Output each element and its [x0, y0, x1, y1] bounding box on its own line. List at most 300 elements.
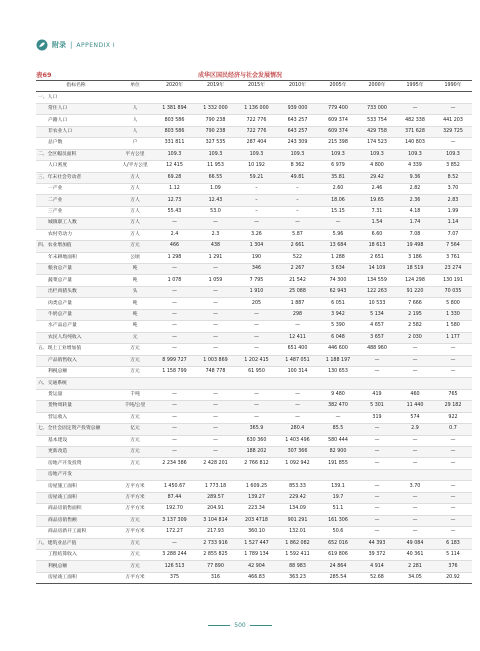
value-cell: 922: [434, 412, 472, 423]
value-cell: 109.3: [277, 149, 318, 160]
value-cell: 2.46: [358, 183, 396, 194]
table-row: [36, 366, 472, 377]
value-cell: [434, 378, 472, 389]
value-cell: 124 298: [396, 275, 434, 286]
unit-cell: 吨: [116, 309, 154, 320]
value-cell: 779 400: [318, 103, 358, 114]
value-cell: 790 238: [195, 126, 236, 137]
value-cell: 132.01: [277, 527, 318, 538]
value-cell: 280.4: [277, 424, 318, 435]
table-row: [36, 103, 472, 114]
value-cell: —: [434, 515, 472, 526]
value-cell: —: [396, 447, 434, 458]
value-cell: —: [195, 424, 236, 435]
value-cell: 203 4718: [236, 515, 277, 526]
value-cell: [236, 378, 277, 389]
value-cell: 2 651: [358, 252, 396, 263]
unit-cell: 万人: [116, 218, 154, 229]
value-cell: 61 950: [236, 366, 277, 377]
value-cell: 651 400: [277, 344, 318, 355]
value-cell: 12.73: [154, 195, 195, 206]
value-cell: [434, 92, 472, 103]
value-cell: —: [236, 309, 277, 320]
table-row: [36, 241, 472, 252]
value-cell: —: [396, 435, 434, 446]
indicator-name: 工程结算收入: [36, 549, 116, 560]
table-row: [36, 447, 472, 458]
value-cell: —: [358, 355, 396, 366]
value-cell: 1 288: [318, 252, 358, 263]
value-cell: —: [154, 538, 195, 549]
value-cell: –: [236, 195, 277, 206]
value-cell: 375: [154, 572, 195, 583]
value-cell: 446 600: [318, 344, 358, 355]
value-cell: —: [358, 424, 396, 435]
table-row: [36, 412, 472, 423]
value-cell: —: [195, 264, 236, 275]
value-cell: 44 393: [358, 538, 396, 549]
value-cell: 12 415: [154, 161, 195, 172]
value-cell: 643 257: [277, 115, 318, 126]
value-cell: 55.43: [154, 206, 195, 217]
value-cell: —: [154, 389, 195, 400]
table-row: [36, 332, 472, 343]
value-cell: 2 267: [277, 264, 318, 275]
value-cell: 609 374: [318, 115, 358, 126]
value-cell: 6 048: [318, 332, 358, 343]
value-cell: 70 035: [434, 286, 472, 297]
value-cell: [434, 469, 472, 480]
value-cell: 126 513: [154, 561, 195, 572]
value-cell: 69.28: [154, 172, 195, 183]
column-header: 2015年: [236, 81, 277, 92]
value-cell: 34.05: [396, 572, 434, 583]
value-cell: 441 203: [434, 115, 472, 126]
table-row: [36, 538, 472, 549]
value-cell: —: [434, 527, 472, 538]
header-bar: [36, 38, 115, 52]
value-cell: —: [434, 103, 472, 114]
value-cell: [236, 469, 277, 480]
value-cell: 901 291: [277, 515, 318, 526]
value-cell: 215 398: [318, 138, 358, 149]
value-cell: —: [358, 515, 396, 526]
table-row: [36, 481, 472, 492]
value-cell: 1.74: [396, 218, 434, 229]
value-cell: 91 220: [396, 286, 434, 297]
table-row: [36, 115, 472, 126]
value-cell: 1 188 197: [318, 355, 358, 366]
table-row: [36, 469, 472, 480]
value-cell: 205: [236, 298, 277, 309]
value-cell: 1 910: [236, 286, 277, 297]
value-cell: —: [195, 332, 236, 343]
indicator-name: 非农业人口: [36, 126, 116, 137]
value-cell: 109.3: [195, 149, 236, 160]
indicator-name: 房地产开发: [36, 469, 116, 480]
table-row: [36, 161, 472, 172]
value-cell: 609 374: [318, 126, 358, 137]
table-body: [36, 92, 472, 584]
value-cell: —: [154, 286, 195, 297]
value-cell: 8.52: [434, 172, 472, 183]
indicator-name: 三产业: [36, 206, 116, 217]
footer-rule: [208, 625, 230, 626]
value-cell: [318, 469, 358, 480]
value-cell: 59.21: [236, 172, 277, 183]
value-cell: 1 332 000: [195, 103, 236, 114]
table-row: [36, 138, 472, 149]
value-cell: 5 800: [434, 298, 472, 309]
value-cell: 2 661: [277, 241, 318, 252]
unit-cell: [116, 378, 154, 389]
value-cell: 2.9: [396, 424, 434, 435]
value-cell: 3.70: [434, 183, 472, 194]
unit-cell: 平方公里: [116, 149, 154, 160]
indicator-name: 总户数: [36, 138, 116, 149]
table-row: [36, 492, 472, 503]
value-cell: —: [154, 412, 195, 423]
value-cell: 1 609.25: [236, 481, 277, 492]
value-cell: 10 533: [358, 298, 396, 309]
value-cell: 74 300: [318, 275, 358, 286]
value-cell: 748 778: [195, 366, 236, 377]
value-cell: 223.34: [236, 504, 277, 515]
indicator-name: 货物周转量: [36, 401, 116, 412]
unit-cell: 万元: [116, 241, 154, 252]
table-number: 表69: [36, 71, 52, 79]
indicator-name: 人口密度: [36, 161, 116, 172]
value-cell: 1.14: [434, 218, 472, 229]
value-cell: —: [195, 389, 236, 400]
value-cell: 11 440: [396, 401, 434, 412]
value-cell: 77 890: [195, 561, 236, 572]
leaf-logo-icon: [36, 39, 48, 51]
value-cell: 6 183: [434, 538, 472, 549]
value-cell: 1 158 799: [154, 366, 195, 377]
value-cell: —: [396, 103, 434, 114]
value-cell: 1 592 411: [277, 549, 318, 560]
value-cell: 722 776: [236, 126, 277, 137]
value-cell: 19 498: [396, 241, 434, 252]
value-cell: [277, 378, 318, 389]
value-cell: 316: [195, 572, 236, 583]
indicator-name: 粮食总产量: [36, 264, 116, 275]
value-cell: 29 182: [434, 401, 472, 412]
value-cell: 172.27: [154, 527, 195, 538]
table-row: [36, 309, 472, 320]
indicator-name: 城镇职工人数: [36, 218, 116, 229]
value-cell: —: [396, 515, 434, 526]
value-cell: 19.65: [358, 195, 396, 206]
value-cell: 0.7: [434, 424, 472, 435]
value-cell: —: [396, 355, 434, 366]
value-cell: 6 051: [318, 298, 358, 309]
value-cell: 1 330: [434, 309, 472, 320]
value-cell: —: [434, 355, 472, 366]
value-cell: —: [154, 218, 195, 229]
table-header-row: [36, 81, 472, 92]
column-header: 指标名称: [36, 81, 116, 92]
column-header: 2019年: [195, 81, 236, 92]
value-cell: 2 234 386: [154, 458, 195, 469]
value-cell: 1.99: [434, 206, 472, 217]
value-cell: 4.18: [396, 206, 434, 217]
unit-cell: 万元: [116, 344, 154, 355]
value-cell: 522: [277, 252, 318, 263]
value-cell: 190: [236, 252, 277, 263]
indicator-name: 牛奶总产量: [36, 309, 116, 320]
table-row: [36, 321, 472, 332]
value-cell: 19.7: [318, 492, 358, 503]
value-cell: 2 281: [396, 561, 434, 572]
value-cell: 790 238: [195, 115, 236, 126]
indicator-name: 常住人口: [36, 103, 116, 114]
unit-cell: 万元: [116, 447, 154, 458]
column-header: 2000年: [358, 81, 396, 92]
value-cell: —: [154, 309, 195, 320]
value-cell: 460: [396, 389, 434, 400]
value-cell: 2 855 825: [195, 549, 236, 560]
value-cell: —: [195, 412, 236, 423]
value-cell: 803 586: [154, 115, 195, 126]
value-cell: 134.09: [277, 504, 318, 515]
value-cell: —: [277, 401, 318, 412]
value-cell: 376: [434, 561, 472, 572]
unit-cell: 吨: [116, 275, 154, 286]
value-cell: 3 852: [434, 161, 472, 172]
value-cell: 122 263: [358, 286, 396, 297]
value-cell: 217.93: [195, 527, 236, 538]
value-cell: 23 274: [434, 264, 472, 275]
value-cell: 109.3: [396, 149, 434, 160]
value-cell: 130 653: [318, 366, 358, 377]
unit-cell: 万元: [116, 366, 154, 377]
value-cell: 3 137 309: [154, 515, 195, 526]
value-cell: 2 195: [396, 309, 434, 320]
value-cell: 7 666: [396, 298, 434, 309]
value-cell: 419: [358, 389, 396, 400]
value-cell: 298: [277, 309, 318, 320]
value-cell: 1 177: [434, 332, 472, 343]
value-cell: —: [195, 298, 236, 309]
value-cell: —: [358, 435, 396, 446]
value-cell: —: [277, 321, 318, 332]
indicator-name: 蔬菜总产量: [36, 275, 116, 286]
value-cell: [154, 92, 195, 103]
value-cell: 1 136 000: [236, 103, 277, 114]
indicator-name: 四、农业增加值: [36, 241, 116, 252]
value-cell: 139.27: [236, 492, 277, 503]
unit-cell: 人: [116, 103, 154, 114]
unit-cell: 户: [116, 138, 154, 149]
value-cell: 7.08: [396, 229, 434, 240]
value-cell: 66.55: [195, 172, 236, 183]
value-cell: [277, 469, 318, 480]
unit-cell: 万元: [116, 458, 154, 469]
value-cell: —: [434, 492, 472, 503]
unit-cell: [116, 469, 154, 480]
value-cell: 82 900: [318, 447, 358, 458]
value-cell: 204.91: [195, 504, 236, 515]
value-cell: —: [236, 401, 277, 412]
footer-rule: [250, 625, 272, 626]
indicator-name: 利税总额: [36, 366, 116, 377]
value-cell: 39 372: [358, 549, 396, 560]
value-cell: 360.10: [236, 527, 277, 538]
value-cell: 5 301: [358, 401, 396, 412]
value-cell: —: [195, 286, 236, 297]
value-cell: 289.57: [195, 492, 236, 503]
value-cell: —: [434, 504, 472, 515]
value-cell: 109.3: [154, 149, 195, 160]
value-cell: –: [277, 195, 318, 206]
value-cell: —: [195, 447, 236, 458]
value-cell: —: [154, 298, 195, 309]
value-cell: 139.1: [318, 481, 358, 492]
value-cell: —: [154, 424, 195, 435]
unit-cell: 吨: [116, 321, 154, 332]
value-cell: 619 806: [318, 549, 358, 560]
value-cell: 49.81: [277, 172, 318, 183]
value-cell: —: [195, 218, 236, 229]
value-cell: —: [396, 527, 434, 538]
value-cell: —: [195, 309, 236, 320]
value-cell: —: [154, 401, 195, 412]
value-cell: 2 733 916: [195, 538, 236, 549]
value-cell: 40 361: [396, 549, 434, 560]
table-row: [36, 458, 472, 469]
value-cell: —: [154, 264, 195, 275]
indicator-name: 货运量: [36, 389, 116, 400]
value-cell: 85.5: [318, 424, 358, 435]
unit-cell: 万平方米: [116, 572, 154, 583]
page-number: 500: [234, 622, 246, 629]
value-cell: 722 776: [236, 115, 277, 126]
unit-cell: 千吨/公里: [116, 401, 154, 412]
value-cell: 2.82: [396, 183, 434, 194]
value-cell: 1 092 942: [277, 458, 318, 469]
value-cell: 7.07: [434, 229, 472, 240]
value-cell: 3.70: [396, 481, 434, 492]
indicator-name: 三、年末社会劳动者: [36, 172, 116, 183]
unit-cell: 万元: [116, 435, 154, 446]
table-row: [36, 286, 472, 297]
value-cell: –: [236, 206, 277, 217]
value-cell: 327 535: [195, 138, 236, 149]
value-cell: 87.44: [154, 492, 195, 503]
value-cell: [358, 378, 396, 389]
value-cell: 3 104 814: [195, 515, 236, 526]
value-cell: 109.3: [236, 149, 277, 160]
column-header: 2010年: [277, 81, 318, 92]
value-cell: 939 000: [277, 103, 318, 114]
value-cell: 1 003 869: [195, 355, 236, 366]
indicator-name: 基本建设: [36, 435, 116, 446]
value-cell: 2 428 201: [195, 458, 236, 469]
indicator-name: 商品房销售面积: [36, 504, 116, 515]
table-row: [36, 527, 472, 538]
value-cell: 1 291: [195, 252, 236, 263]
value-cell: 382 470: [318, 401, 358, 412]
value-cell: —: [434, 481, 472, 492]
table-row: [36, 401, 472, 412]
table-row: [36, 389, 472, 400]
unit-cell: 万人: [116, 229, 154, 240]
value-cell: 35.81: [318, 172, 358, 183]
value-cell: 9.36: [396, 172, 434, 183]
value-cell: 18 613: [358, 241, 396, 252]
page-number-footer: [0, 622, 480, 629]
value-cell: 1 487 051: [277, 355, 318, 366]
value-cell: 429 758: [358, 126, 396, 137]
value-cell: 191 855: [318, 458, 358, 469]
value-cell: —: [396, 366, 434, 377]
indicator-name: 二、全区幅员面积: [36, 149, 116, 160]
value-cell: 29.42: [358, 172, 396, 183]
column-header: 1995年: [396, 81, 434, 92]
value-cell: —: [358, 492, 396, 503]
value-cell: 6 979: [318, 161, 358, 172]
value-cell: [318, 92, 358, 103]
value-cell: [358, 92, 396, 103]
value-cell: —: [358, 366, 396, 377]
value-cell: [195, 378, 236, 389]
value-cell: –: [277, 183, 318, 194]
value-cell: 3 634: [318, 264, 358, 275]
value-cell: 4 657: [358, 321, 396, 332]
value-cell: 7 564: [434, 241, 472, 252]
table-row: [36, 298, 472, 309]
value-cell: —: [358, 447, 396, 458]
value-cell: —: [154, 344, 195, 355]
value-cell: 1 887: [277, 298, 318, 309]
value-cell: 7 795: [236, 275, 277, 286]
indicator-name: 房屋施工面积: [36, 481, 116, 492]
value-cell: 574: [396, 412, 434, 423]
indicator-name: 房屋竣工面积: [36, 572, 116, 583]
value-cell: 652 016: [318, 538, 358, 549]
value-cell: 8 999 727: [154, 355, 195, 366]
value-cell: —: [358, 458, 396, 469]
value-cell: 643 257: [277, 126, 318, 137]
value-cell: —: [358, 481, 396, 492]
unit-cell: 万元: [116, 515, 154, 526]
value-cell: 853.33: [277, 481, 318, 492]
value-cell: —: [358, 504, 396, 515]
value-cell: 765: [434, 389, 472, 400]
indicator-name: 八、建筑业总产值: [36, 538, 116, 549]
column-header: 1990年: [434, 81, 472, 92]
indicator-name: 房屋竣工面积: [36, 492, 116, 503]
value-cell: —: [195, 435, 236, 446]
unit-cell: 万人: [116, 172, 154, 183]
column-header: 单位: [116, 81, 154, 92]
value-cell: 1 450.67: [154, 481, 195, 492]
unit-cell: 万平方米: [116, 504, 154, 515]
value-cell: —: [277, 412, 318, 423]
table-title: 成华区国民经济与社会发展情况: [197, 72, 282, 79]
value-cell: 109.3: [434, 149, 472, 160]
value-cell: 3 761: [434, 252, 472, 263]
table-row: [36, 229, 472, 240]
value-cell: 371 628: [396, 126, 434, 137]
value-cell: 20.92: [434, 572, 472, 583]
value-cell: 1 403 496: [277, 435, 318, 446]
indicator-name: 户籍人口: [36, 115, 116, 126]
value-cell: 1 078: [154, 275, 195, 286]
table-row: [36, 549, 472, 560]
